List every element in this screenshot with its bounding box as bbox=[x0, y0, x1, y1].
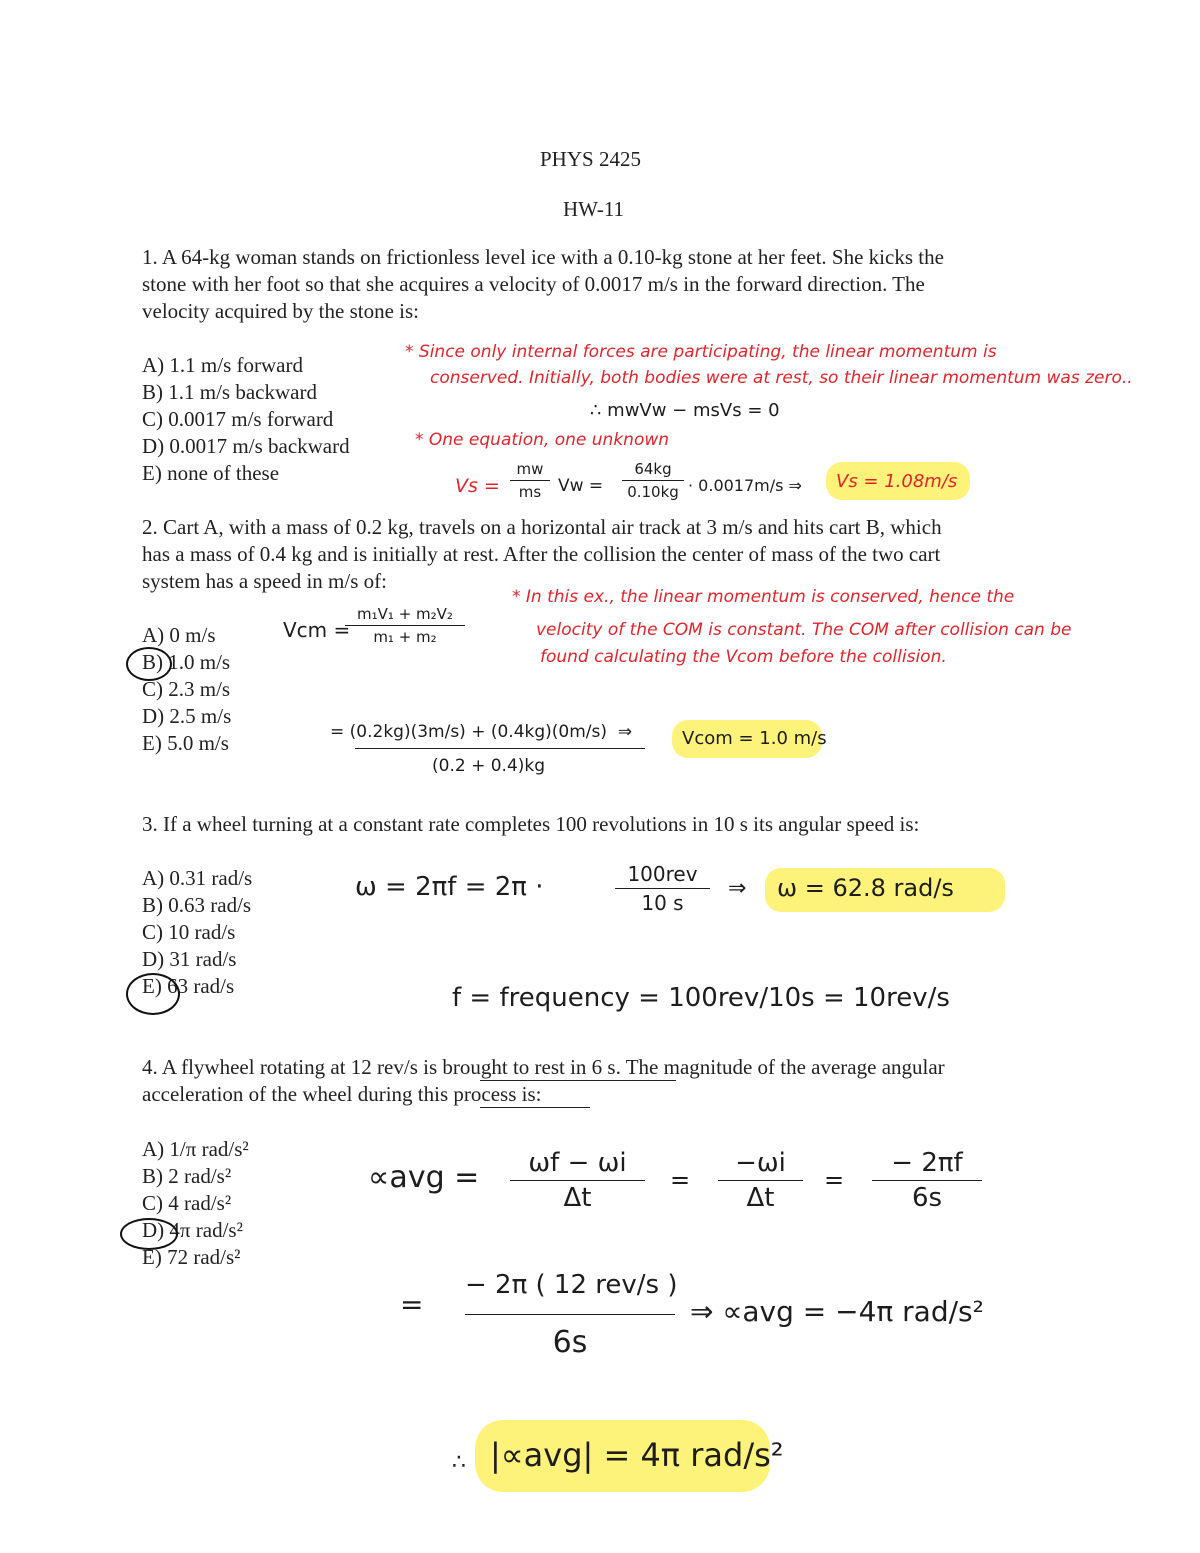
q4-line2-fraction bbox=[465, 1270, 678, 1360]
q4-line2-equals: = bbox=[400, 1288, 424, 1321]
q4-fraction-3 bbox=[872, 1148, 982, 1213]
q1-option-e: E) none of these bbox=[142, 461, 280, 485]
assignment-title: HW-11 bbox=[563, 197, 625, 221]
q4-fraction-2 bbox=[718, 1148, 803, 1213]
q1-stem-line-1: 1. A 64-kg woman stands on frictionless level ice with a 0.10-kg stone at her feet. She kicks the bbox=[142, 245, 944, 269]
q4-option-c: C) 4 rad/s² bbox=[142, 1191, 232, 1215]
q2-stem-line-3: system has a speed in m/s of: bbox=[142, 569, 387, 593]
q1-mass-ratio-num: mw bbox=[516, 460, 544, 478]
q1-equation-1: ∴ mwVw − msVs = 0 bbox=[590, 400, 780, 421]
q1-value-ratio bbox=[622, 460, 684, 501]
q2-calc-numerator: = (0.2kg)(3m/s) + (0.4kg)(0m/s) ⇒ bbox=[330, 722, 633, 742]
q1-note-line-2: conserved. Initially, both bodies were at rest, so their linear momentum was zero.. bbox=[430, 368, 1133, 388]
q2-note-line-3: found calculating the Vcom before the collision. bbox=[540, 647, 947, 667]
q4-option-d: D) 4π rad/s² bbox=[142, 1218, 243, 1242]
q1-vw-label: Vw = bbox=[558, 476, 604, 496]
q2-option-c: C) 2.3 m/s bbox=[142, 677, 231, 701]
q4-fraction-1-den: Δt bbox=[563, 1183, 592, 1213]
q2-vcm-label: Vcm = bbox=[283, 618, 351, 642]
q2-stem-line-2: has a mass of 0.4 kg and is initially at rest. After the collision the center of mass of the two cart bbox=[142, 542, 941, 566]
q1-mass-ratio-den: ms bbox=[518, 483, 542, 501]
q1-option-d: D) 0.0017 m/s backward bbox=[142, 434, 350, 458]
q4-alpha-label: ∝avg = bbox=[368, 1160, 480, 1195]
q3-answer: ω = 62.8 rad/s bbox=[777, 874, 954, 902]
q4-option-e: E) 72 rad/s² bbox=[142, 1245, 241, 1269]
q2-option-b: B) 1.0 m/s bbox=[142, 650, 231, 674]
q3-selected-answer-circle bbox=[126, 973, 180, 1015]
q1-note-line-1: * Since only internal forces are participating, the linear momentum is bbox=[405, 342, 997, 362]
q4-answer: |∝avg| = 4π rad/s² bbox=[490, 1436, 784, 1474]
q2-note-line-2: velocity of the COM is constant. The COM after collision can be bbox=[536, 620, 1072, 640]
q4-fraction-3-den: 6s bbox=[911, 1183, 943, 1213]
q3-option-b: B) 0.63 rad/s bbox=[142, 893, 252, 917]
q2-option-a: A) 0 m/s bbox=[142, 623, 216, 647]
q4-fraction-3-num: − 2πf bbox=[891, 1148, 963, 1178]
q2-vcm-num: m₁V₁ + m₂V₂ bbox=[357, 605, 453, 623]
q4-underline-brought-to-rest bbox=[480, 1080, 676, 1081]
q3-frequency-fraction bbox=[615, 862, 710, 915]
q3-option-d: D) 31 rad/s bbox=[142, 947, 237, 971]
q2-calc-fraction-bar bbox=[355, 748, 645, 749]
q3-option-a: A) 0.31 rad/s bbox=[142, 866, 253, 890]
q1-note-line-3: * One equation, one unknown bbox=[415, 430, 670, 450]
q4-line2-num: − 2π ( 12 rev/s ) bbox=[465, 1270, 678, 1300]
q3-implies-arrow: ⇒ bbox=[728, 876, 747, 901]
q3-option-c: C) 10 rad/s bbox=[142, 920, 236, 944]
q1-mass-ratio bbox=[510, 460, 550, 501]
q4-line2-result: ⇒ ∝avg = −4π rad/s² bbox=[690, 1295, 984, 1328]
q3-omega-equation: ω = 2πf = 2π · bbox=[355, 872, 544, 902]
q1-option-c: C) 0.0017 m/s forward bbox=[142, 407, 334, 431]
q2-answer: Vcom = 1.0 m/s bbox=[682, 728, 827, 749]
q2-stem-line-1: 2. Cart A, with a mass of 0.2 kg, travels on a horizontal air track at 3 m/s and hits cart B, which bbox=[142, 515, 942, 539]
q2-vcm-den: m₁ + m₂ bbox=[373, 628, 437, 646]
q4-line2-den: 6s bbox=[552, 1325, 588, 1360]
q3-frequency-den: 10 s bbox=[641, 891, 684, 915]
q2-vcm-fraction bbox=[345, 605, 465, 646]
q3-frequency-num: 100rev bbox=[627, 862, 698, 886]
q1-vs-label: Vs = bbox=[455, 475, 500, 497]
q1-value-ratio-num: 64kg bbox=[634, 460, 672, 478]
q4-fraction-1 bbox=[510, 1148, 645, 1213]
q2-calc-denominator: (0.2 + 0.4)kg bbox=[432, 756, 546, 776]
q3-option-e: E) 63 rad/s bbox=[142, 974, 235, 998]
q1-stem-line-3: velocity acquired by the stone is: bbox=[142, 299, 420, 323]
q1-option-a: A) 1.1 m/s forward bbox=[142, 353, 303, 377]
q4-fraction-1-num: ωf − ωi bbox=[528, 1148, 627, 1178]
q4-fraction-2-num: −ωi bbox=[735, 1148, 786, 1178]
q4-stem-line-1: 4. A flywheel rotating at 12 rev/s is brought to rest in 6 s. The magnitude of the average angular bbox=[142, 1055, 945, 1079]
q4-equals-a: = bbox=[670, 1166, 691, 1194]
q4-underline-this-process bbox=[480, 1107, 590, 1108]
q1-value-ratio-den: 0.10kg bbox=[627, 483, 679, 501]
q2-option-e: E) 5.0 m/s bbox=[142, 731, 229, 755]
q4-option-b: B) 2 rad/s² bbox=[142, 1164, 232, 1188]
q4-stem-line-2: acceleration of the wheel during this process is: bbox=[142, 1082, 542, 1106]
q3-frequency-line: f = frequency = 100rev/10s = 10rev/s bbox=[452, 983, 950, 1013]
q4-therefore: ∴ bbox=[452, 1450, 466, 1475]
q4-equals-b: = bbox=[824, 1166, 845, 1194]
q1-option-b: B) 1.1 m/s backward bbox=[142, 380, 317, 404]
q1-answer: Vs = 1.08m/s bbox=[836, 471, 958, 492]
q1-stem-line-2: stone with her foot so that she acquires a velocity of 0.0017 m/s in the forward direction. The bbox=[142, 272, 925, 296]
q1-velocity-term: · 0.0017m/s ⇒ bbox=[688, 476, 802, 495]
q2-option-d: D) 2.5 m/s bbox=[142, 704, 232, 728]
q4-option-a: A) 1/π rad/s² bbox=[142, 1137, 249, 1161]
q3-stem: 3. If a wheel turning at a constant rate completes 100 revolutions in 10 s its angular speed is: bbox=[142, 812, 920, 836]
course-title: PHYS 2425 bbox=[540, 147, 641, 171]
q2-note-line-1: * In this ex., the linear momentum is conserved, hence the bbox=[512, 587, 1015, 607]
q4-fraction-2-den: Δt bbox=[746, 1183, 775, 1213]
